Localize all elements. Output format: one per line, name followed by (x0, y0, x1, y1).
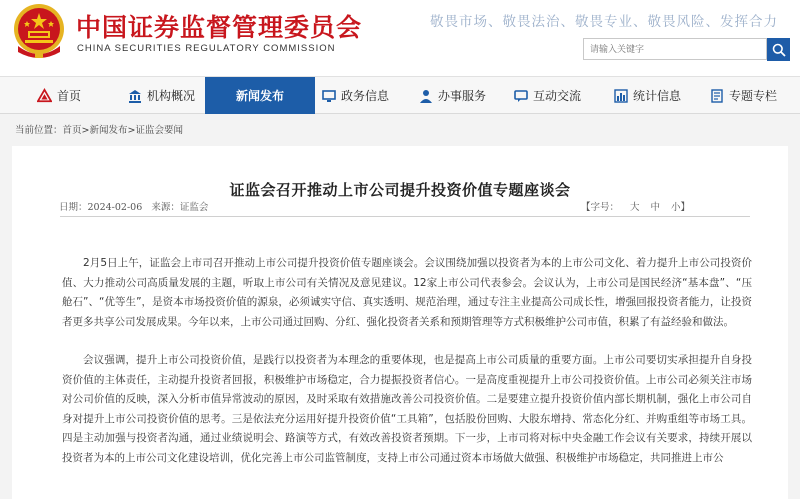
site-subtitle: CHINA SECURITIES REGULATORY COMMISSION (77, 43, 336, 54)
nav-item-label: 办事服务 (438, 89, 487, 103)
breadcrumb (15, 122, 183, 136)
nav-item-gov-info[interactable] (321, 77, 389, 114)
article-date: 日期：2024-02-06 (59, 202, 143, 213)
person-icon (418, 88, 433, 103)
nav-item-topics[interactable] (709, 77, 777, 114)
nav-item-home[interactable] (37, 77, 81, 114)
font-size-large-button[interactable]: 大 (629, 202, 640, 213)
monitor-icon (321, 88, 336, 103)
chart-icon (613, 88, 628, 103)
nav-item-label: 新闻发布 (235, 89, 284, 103)
national-emblem-icon (10, 2, 68, 62)
search-icon (772, 43, 786, 57)
breadcrumb-separator: > (127, 125, 136, 136)
document-icon (709, 88, 724, 103)
article-paragraph: 2月5日上午，证监会上市司召开推动上市公司提升投资价值专题座谈会。会议围绕加强以投资者为本的上市公司文化、着力提升上市公司投资价值、大力推动公司高质量发展的主题，听取上市公司有关情况及意见建议。12家上市公司代表参会。会议认为，上市公司是国民经济“基本盘”、“压舱石”、“优等生”，是资本市场投资价值的源泉，必须诚实守信、真实透明、规范治理，通过专注主业提高公司成长性，增强回报投资者能力，让投资者更多共享公司发展成果。今年以来，上市公司通过回购、分红、强化投资者关系和预期管理等方式积极维护公司市值，积累了有益经验和做法。 (62, 257, 752, 328)
slogan: 敬畏市场、敬畏法治、敬畏专业、敬畏风险、发挥合力 (430, 14, 778, 30)
nav-item-label: 机构概况 (147, 89, 196, 103)
nav-item-services[interactable] (418, 77, 486, 114)
nav-item-label: 统计信息 (633, 89, 682, 103)
breadcrumb-separator: > (81, 125, 90, 136)
nav-item-label: 首页 (57, 89, 82, 103)
font-size-label: 【字号： (580, 202, 619, 213)
breadcrumb-news-link[interactable]: 新闻发布 (89, 125, 128, 136)
nav-item-statistics[interactable] (613, 77, 681, 114)
font-size-selector (579, 199, 690, 213)
nav-item-news[interactable] (205, 77, 315, 114)
chat-icon (513, 88, 528, 103)
building-icon (127, 88, 142, 103)
nav-item-label: 互动交流 (533, 89, 582, 103)
csrc-logo-icon (37, 88, 52, 103)
nav-item-label: 政务信息 (341, 89, 390, 103)
breadcrumb-current-link[interactable]: 证监会要闻 (135, 125, 183, 136)
article-meta (59, 199, 208, 213)
main-nav (0, 76, 800, 114)
search-input[interactable] (583, 38, 767, 60)
article-card (12, 146, 788, 499)
article-body (62, 254, 752, 487)
search-button[interactable] (767, 38, 790, 61)
font-size-small-button[interactable]: 小】 (670, 202, 690, 213)
site-header (0, 0, 800, 76)
breadcrumb-home-link[interactable]: 首页 (62, 125, 82, 136)
article-source: 来源：证监会 (151, 202, 209, 213)
article-title: 证监会召开推动上市公司提升投资价值专题座谈会 (229, 181, 571, 199)
breadcrumb-prefix: 当前位置： (15, 125, 63, 136)
article-paragraph: 会议强调，提升上市公司投资价值，是践行以投资者为本理念的重要体现，也是提高上市公司质量的重要方面。上市公司要切实承担提升自身投资价值的主体责任，主动提升投资者回报，积极维护市场稳定，合力提振投资者信心。一是高度重视提升上市公司投资价值。上市公司必须关注市场对公司价值的反映，深入分析市值异常波动的原因，及时采取有效措施改善公司投资价值。二是要建立提升投资价值内部长期机制，强化上市公司自身对提升上市公司投资价值的思考。三是依法充分运用好提升投资价值“工具箱”，包括股份回购、大股东增持、常态化分红、并购重组等市场工具。四是主动加强与投资者沟通，通过业绩说明会、路演等方式，有效改善投资者预期。下一步，上市司将对标中央金融工作会议有关要求，持续开展以投资者为本的上市公司文化建设培训，优化完善上市公司监管制度，支持上市公司通过资本市场做大做强、积极维护市场稳定，共同推进上市公 (62, 354, 752, 464)
nav-item-about[interactable] (127, 77, 195, 114)
title-divider (60, 216, 750, 217)
font-size-medium-button[interactable]: 中 (650, 202, 660, 213)
nav-item-label: 专题专栏 (729, 89, 778, 103)
nav-item-interaction[interactable] (513, 77, 581, 114)
site-title: 中国证券监督管理委员会 (76, 13, 363, 42)
